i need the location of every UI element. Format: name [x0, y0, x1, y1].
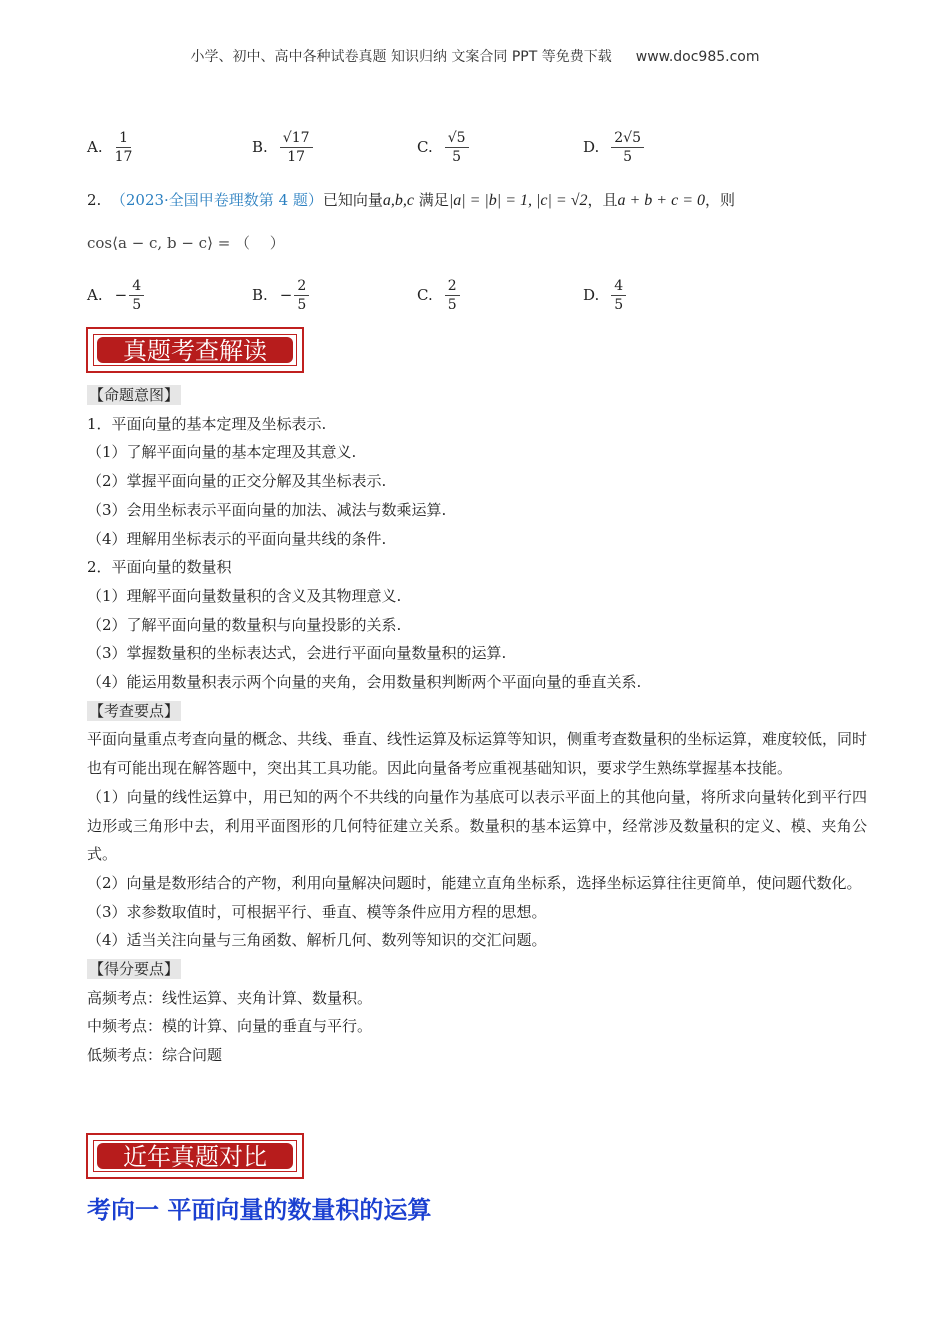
- text-line: 2．平面向量的数量积: [87, 558, 232, 577]
- text-line: 低频考点：综合问题: [87, 1046, 223, 1065]
- option-c: [417, 270, 460, 320]
- denominator: 5: [132, 296, 142, 313]
- fraction: [115, 129, 133, 166]
- paragraph: （1）向量的线性运算中，用已知的两个不共线的向量作为基底可以表示平面上的其他向量，将所求向量转化到平行四边形或三角形中去，利用平面图形的几何特征建立关系。数量积的基本运算中，经常涉及数量积的定义、模、夹角公式。: [87, 787, 867, 864]
- text-line: （3）掌握数量积的坐标表达式，会进行平面向量数量积的运算.: [87, 644, 507, 663]
- sign: −: [279, 286, 293, 304]
- denominator: 17: [114, 148, 133, 165]
- question-text: 满足: [418, 191, 449, 209]
- option-a: [87, 122, 132, 172]
- section-banner-comparison: [86, 1133, 304, 1179]
- header-url[interactable]: www.doc985.com: [635, 49, 760, 65]
- numerator: √5: [445, 129, 469, 148]
- banner-title: 真题考查解读: [97, 337, 293, 363]
- option-d: [583, 270, 626, 320]
- denominator: 5: [297, 296, 307, 313]
- option-b: [252, 270, 309, 320]
- numerator: 2: [445, 277, 460, 296]
- paragraph: （4）适当关注向量与三角函数、解析几何、数列等知识的交汇问题。: [87, 931, 547, 950]
- text-line: （1）了解平面向量的基本定理及其意义.: [87, 443, 357, 462]
- sign: −: [114, 286, 128, 304]
- numerator: 1: [116, 129, 131, 148]
- option-label: C.: [417, 138, 433, 156]
- numerator: 4: [611, 277, 626, 296]
- section-tag: 【考查要点】: [89, 701, 180, 720]
- section-banner-analysis: [86, 327, 304, 373]
- math-condition: a + b + c = 0: [617, 192, 705, 209]
- math-vars: a,b,c: [382, 192, 415, 209]
- section-tag: 【得分要点】: [89, 960, 180, 979]
- option-d: [583, 122, 644, 172]
- option-a: [87, 270, 144, 320]
- section-tag: 【命题意图】: [89, 386, 180, 404]
- q2-options: [87, 270, 787, 320]
- numerator: 2: [294, 277, 309, 296]
- text-line: （3）会用坐标表示平面向量的加法、减法与数乘运算.: [87, 500, 447, 519]
- text-line: （4）理解用坐标表示的平面向量共线的条件.: [87, 529, 387, 548]
- math-condition: |a| = |b| = 1, |c| = √2: [448, 192, 588, 209]
- denominator: 5: [447, 296, 457, 313]
- option-label: B.: [252, 286, 268, 304]
- text-line: 中频考点：模的计算、向量的垂直与平行。: [87, 1017, 373, 1036]
- denominator: 5: [623, 148, 633, 165]
- question-2: [87, 189, 735, 210]
- header-text: 小学、初中、高中各种试卷真题 知识归纳 文案合同 PPT 等免费下载: [190, 49, 612, 65]
- banner-title: 近年真题对比: [97, 1143, 293, 1169]
- numerator: √17: [280, 129, 313, 148]
- numerator: 4: [129, 277, 144, 296]
- denominator: 5: [452, 148, 462, 165]
- question-text: ，则: [705, 191, 736, 209]
- q1-options: [87, 122, 787, 172]
- fraction: [280, 129, 313, 166]
- page-header: [0, 46, 950, 66]
- denominator: 5: [614, 296, 624, 313]
- denominator: 17: [287, 148, 306, 165]
- option-label: C.: [417, 286, 433, 304]
- fraction: [445, 277, 460, 314]
- topic-heading: 考向一 平面向量的数量积的运算: [87, 1196, 432, 1224]
- text-line: 1．平面向量的基本定理及坐标表示.: [87, 414, 327, 433]
- fraction: [294, 277, 309, 314]
- text-line: （2）了解平面向量的数量积与向量投影的关系.: [87, 615, 402, 634]
- paragraph: 平面向量重点考查向量的概念、共线、垂直、线性运算及标运算等知识，侧重考查数量积的坐标运算，难度较低，同时也有可能出现在解答题中，突出其工具功能。因此向量备考应重视基础知识，要求学生熟练掌握基本技能。: [87, 730, 868, 778]
- text-line: （1）理解平面向量数量积的含义及其物理意义.: [87, 586, 402, 605]
- question-text: 已知向量: [322, 191, 383, 209]
- question-source: （2023·全国甲卷理数第 4 题）: [110, 191, 323, 209]
- option-label: D.: [583, 138, 600, 156]
- paragraph: （3）求参数取值时，可根据平行、垂直、模等条件应用方程的思想。: [87, 902, 547, 921]
- fraction: [129, 277, 144, 314]
- question-2-stem: cos⟨a − c, b − c⟩ = （ ）: [87, 234, 285, 252]
- numerator: 2√5: [611, 129, 644, 148]
- option-label: B.: [252, 138, 268, 156]
- option-label: D.: [583, 286, 600, 304]
- text-line: （2）掌握平面向量的正交分解及其坐标表示.: [87, 472, 387, 491]
- question-number: 2.: [87, 191, 102, 209]
- fraction: [445, 129, 469, 166]
- text-line: （4）能运用数量积表示两个向量的夹角，会用数量积判断两个平面向量的垂直关系.: [87, 673, 642, 692]
- option-label: A.: [87, 138, 103, 156]
- option-b: [252, 122, 313, 172]
- text-line: 高频考点：线性运算、夹角计算、数量积。: [87, 988, 373, 1007]
- section-intent: [87, 381, 867, 1070]
- option-c: [417, 122, 469, 172]
- fraction: [611, 129, 644, 166]
- question-text: ，且: [587, 191, 618, 209]
- paragraph: （2）向量是数形结合的产物，利用向量解决问题时，能建立直角坐标系，选择坐标运算往往更简单，使问题代数化。: [87, 873, 862, 892]
- option-label: A.: [87, 286, 103, 304]
- fraction: [611, 277, 626, 314]
